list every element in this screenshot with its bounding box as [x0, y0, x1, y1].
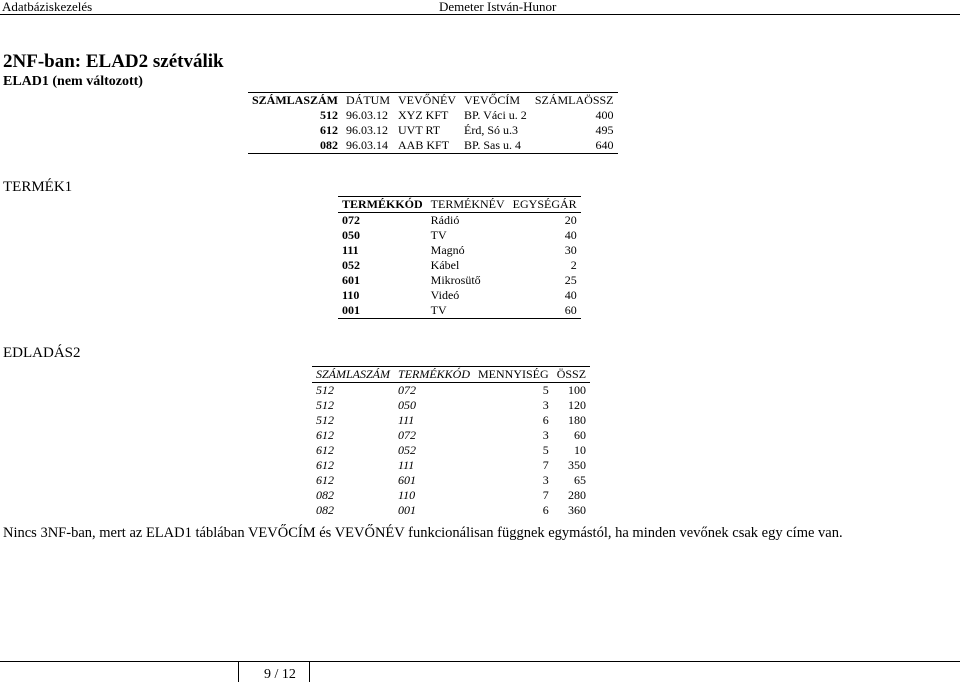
table-cell: 40	[564, 228, 577, 242]
table-cell: Mikrosütő	[430, 273, 481, 287]
table-row	[312, 458, 590, 473]
table-cell: UVT RT	[398, 123, 441, 137]
col-header: VEVŐNÉV	[394, 93, 460, 109]
table-header-row	[248, 93, 618, 109]
table-cell: 111	[398, 458, 415, 472]
table-cell: 082	[316, 503, 334, 517]
table-cell: 050	[398, 398, 417, 412]
table-cell: 110	[398, 488, 416, 502]
table-cell: 612	[316, 428, 334, 442]
table-cell: 280	[568, 488, 587, 502]
col-header: VEVŐCÍM	[460, 93, 531, 109]
elad1-table	[248, 92, 618, 154]
table-cell: 400	[595, 108, 614, 122]
table-cell: Rádió	[430, 213, 460, 227]
explanation-note: Nincs 3NF-ban, mert az ELAD1 táblában VEVŐCÍM és VEVŐNÉV funkcionálisan függnek egymástól, ha minden vevőnek csak egy címe van.	[3, 525, 843, 541]
table-cell: 050	[342, 228, 360, 242]
col-header: TERMÉKKÓD	[338, 197, 427, 213]
table-cell: 072	[398, 428, 417, 442]
table-cell: 601	[342, 273, 360, 287]
table-cell: Videó	[430, 288, 460, 302]
table-cell: 20	[564, 213, 577, 227]
table-cell: 612	[316, 473, 334, 487]
table-cell: 120	[568, 398, 587, 412]
table-row	[338, 288, 581, 303]
table-cell: 001	[338, 303, 427, 319]
table-cell: BP. Váci u. 2	[464, 108, 527, 122]
table-cell: 111	[398, 413, 415, 427]
col-header: ÖSSZ	[553, 367, 590, 383]
table-cell: TV	[427, 303, 509, 319]
table-cell: 612	[316, 458, 334, 472]
page-header	[0, 0, 960, 15]
table-cell: 512	[316, 398, 334, 412]
table-row	[312, 398, 590, 413]
table-cell: 60	[574, 428, 587, 442]
col-header: MENNYISÉG	[474, 367, 553, 383]
eladas-table	[312, 366, 590, 518]
table-cell: Érd, Só u.3	[464, 123, 519, 137]
table-cell: 60	[509, 303, 581, 319]
table-cell: AAB KFT	[394, 138, 460, 154]
table-cell: 3	[542, 428, 549, 442]
table-cell: 65	[574, 473, 587, 487]
table-row	[248, 138, 618, 154]
table-row	[248, 108, 618, 123]
page-number: 9 / 12	[264, 667, 296, 682]
table-row	[338, 258, 581, 273]
page-title: 2NF-ban: ELAD2 szétválik	[3, 51, 224, 72]
table-cell: 180	[568, 413, 587, 427]
table-cell: 110	[342, 288, 360, 302]
table-row	[312, 383, 590, 399]
col-header: EGYSÉGÁR	[509, 197, 581, 213]
table-row	[248, 123, 618, 138]
footer-divider	[0, 661, 960, 662]
table-cell: 512	[316, 413, 334, 427]
table-cell: 3	[542, 473, 549, 487]
table-cell: Kábel	[430, 258, 460, 272]
col-header: TERMÉKNÉV	[427, 197, 509, 213]
table-cell: 512	[316, 383, 334, 397]
table-cell: 3	[542, 398, 549, 412]
table-cell: 6	[542, 413, 549, 427]
table-row	[312, 488, 590, 503]
table-cell: 612	[320, 123, 339, 137]
table-cell: 2	[570, 258, 577, 272]
col-header: DÁTUM	[342, 93, 394, 109]
table-cell: 5	[542, 383, 549, 397]
table-cell: Magnó	[430, 243, 465, 257]
table-header-row	[312, 367, 590, 383]
col-header: SZÁMLASZÁM	[312, 367, 394, 383]
table-cell: 601	[398, 473, 417, 487]
table-cell: 10	[574, 443, 587, 457]
table-cell: 001	[398, 503, 417, 517]
table-row	[312, 503, 590, 518]
col-header: TERMÉKKÓD	[394, 367, 474, 383]
table-cell: 360	[568, 503, 587, 517]
col-header: SZÁMLASZÁM	[248, 93, 342, 109]
table-cell: 612	[316, 443, 334, 457]
eladas-label: EDLADÁS2	[3, 345, 81, 361]
table-cell: 100	[568, 383, 587, 397]
col-header: SZÁMLAÖSSZ	[531, 93, 618, 109]
table-row	[338, 303, 581, 319]
termek-label: TERMÉK1	[3, 179, 73, 195]
table-cell: 052	[398, 443, 417, 457]
table-cell: XYZ KFT	[398, 108, 449, 122]
table-cell: 96.03.12	[346, 108, 389, 122]
table-row	[312, 473, 590, 488]
termek-table	[338, 196, 581, 319]
table-cell: BP. Sas u. 4	[460, 138, 531, 154]
table-cell: 40	[564, 288, 577, 302]
table-row	[312, 443, 590, 458]
table-cell: 072	[342, 213, 360, 227]
table-row	[338, 273, 581, 288]
table-row	[312, 428, 590, 443]
table-cell: 082	[316, 488, 334, 502]
table-cell: 111	[342, 243, 359, 257]
table-cell: 495	[595, 123, 614, 137]
table-cell: 25	[564, 273, 577, 287]
elad1-subtitle: ELAD1 (nem változott)	[3, 74, 143, 89]
table-row	[338, 228, 581, 243]
table-row	[338, 243, 581, 258]
table-cell: 7	[542, 458, 549, 472]
table-cell: 7	[542, 488, 549, 502]
table-cell: 96.03.12	[346, 123, 389, 137]
table-cell: 5	[542, 443, 549, 457]
table-cell: TV	[430, 228, 447, 242]
table-cell: 072	[398, 383, 417, 397]
header-left-text: Adatbáziskezelés	[2, 0, 93, 14]
table-row	[312, 413, 590, 428]
table-cell: 350	[568, 458, 587, 472]
table-cell: 082	[248, 138, 342, 154]
table-cell: 052	[342, 258, 360, 272]
table-cell: 96.03.14	[342, 138, 394, 154]
header-author: Demeter István-Hunor	[439, 0, 557, 14]
table-cell: 30	[564, 243, 577, 257]
table-row	[338, 213, 581, 229]
table-cell: 6	[542, 503, 549, 517]
table-header-row	[338, 197, 581, 213]
table-cell: 512	[320, 108, 339, 122]
table-cell: 640	[531, 138, 618, 154]
